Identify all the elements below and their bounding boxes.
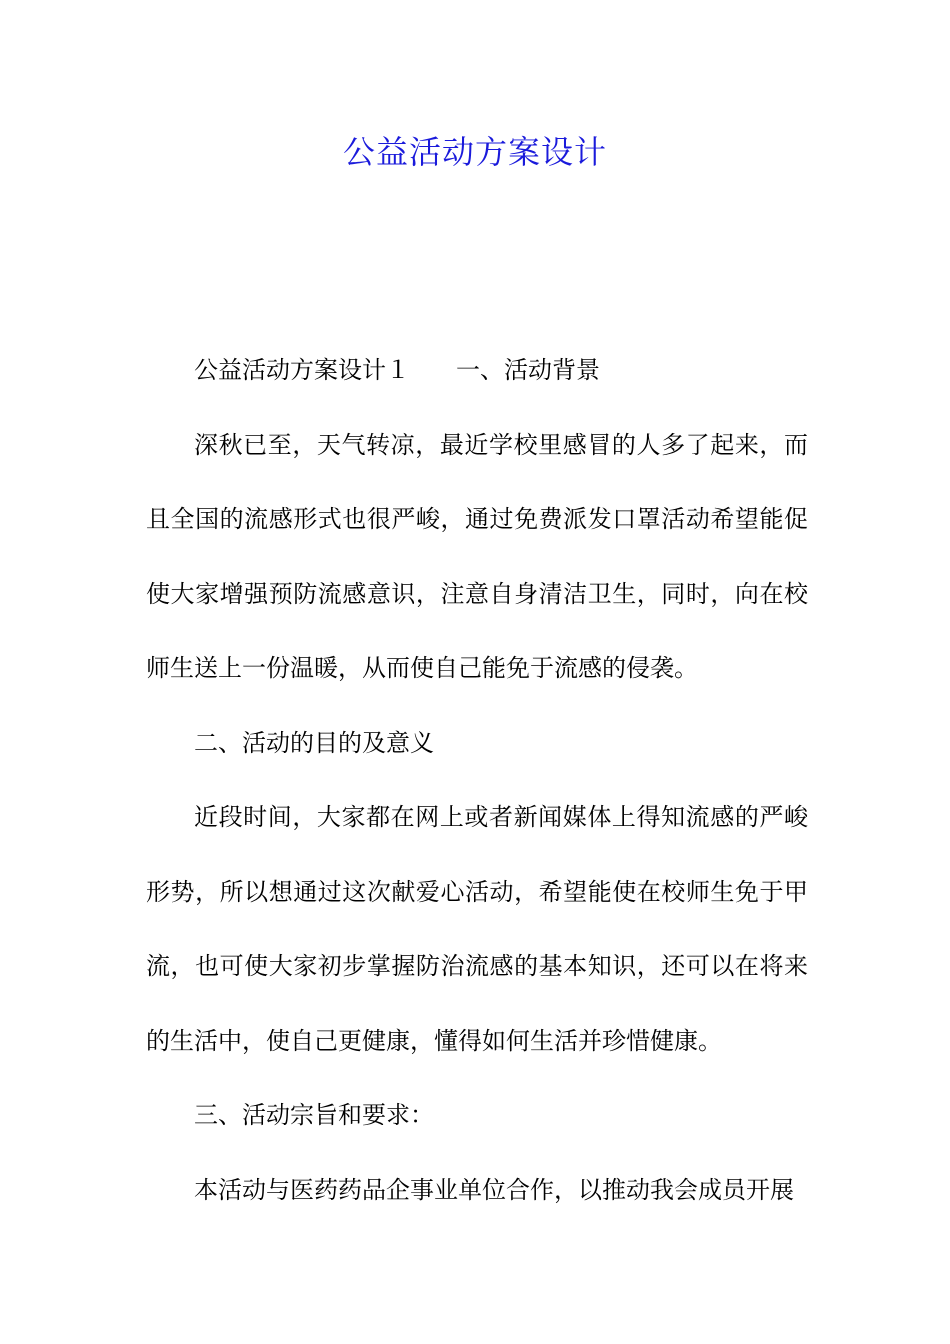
paragraph-aims: 本活动与医药药品企事业单位合作，以推动我会成员开展 bbox=[194, 1175, 794, 1204]
section-heading-purpose: 二、活动的目的及意义 bbox=[194, 728, 434, 757]
document-title: 公益活动方案设计 bbox=[342, 133, 607, 171]
section-title: 公益活动方案设计１ bbox=[194, 356, 410, 384]
document-body bbox=[146, 333, 808, 1227]
section-heading-background: 一、活动背景 bbox=[456, 356, 600, 384]
section-heading-aims: 三、活动宗旨和要求： bbox=[194, 1101, 434, 1129]
paragraph-heading-line bbox=[146, 333, 808, 408]
paragraph-background: 深秋已至，天气转凉，最近学校里感冒的人多了起来，而且全国的流感形式也很严峻，通过免费派发口罩活动希望能促使大家增强预防流感意识，注意自身清洁卫生，同时，向在校师生送上一份温暖，从而使自己能免于流感的侵袭。 bbox=[146, 430, 808, 682]
paragraph-purpose: 近段时间，大家都在网上或者新闻媒体上得知流感的严峻形势，所以想通过这次献爱心活动，希望能使在校师生免于甲流，也可使大家初步掌握防治流感的基本知识，还可以在将来的生活中，使自己更健康，懂得如何生活并珍惜健康。 bbox=[146, 803, 808, 1055]
